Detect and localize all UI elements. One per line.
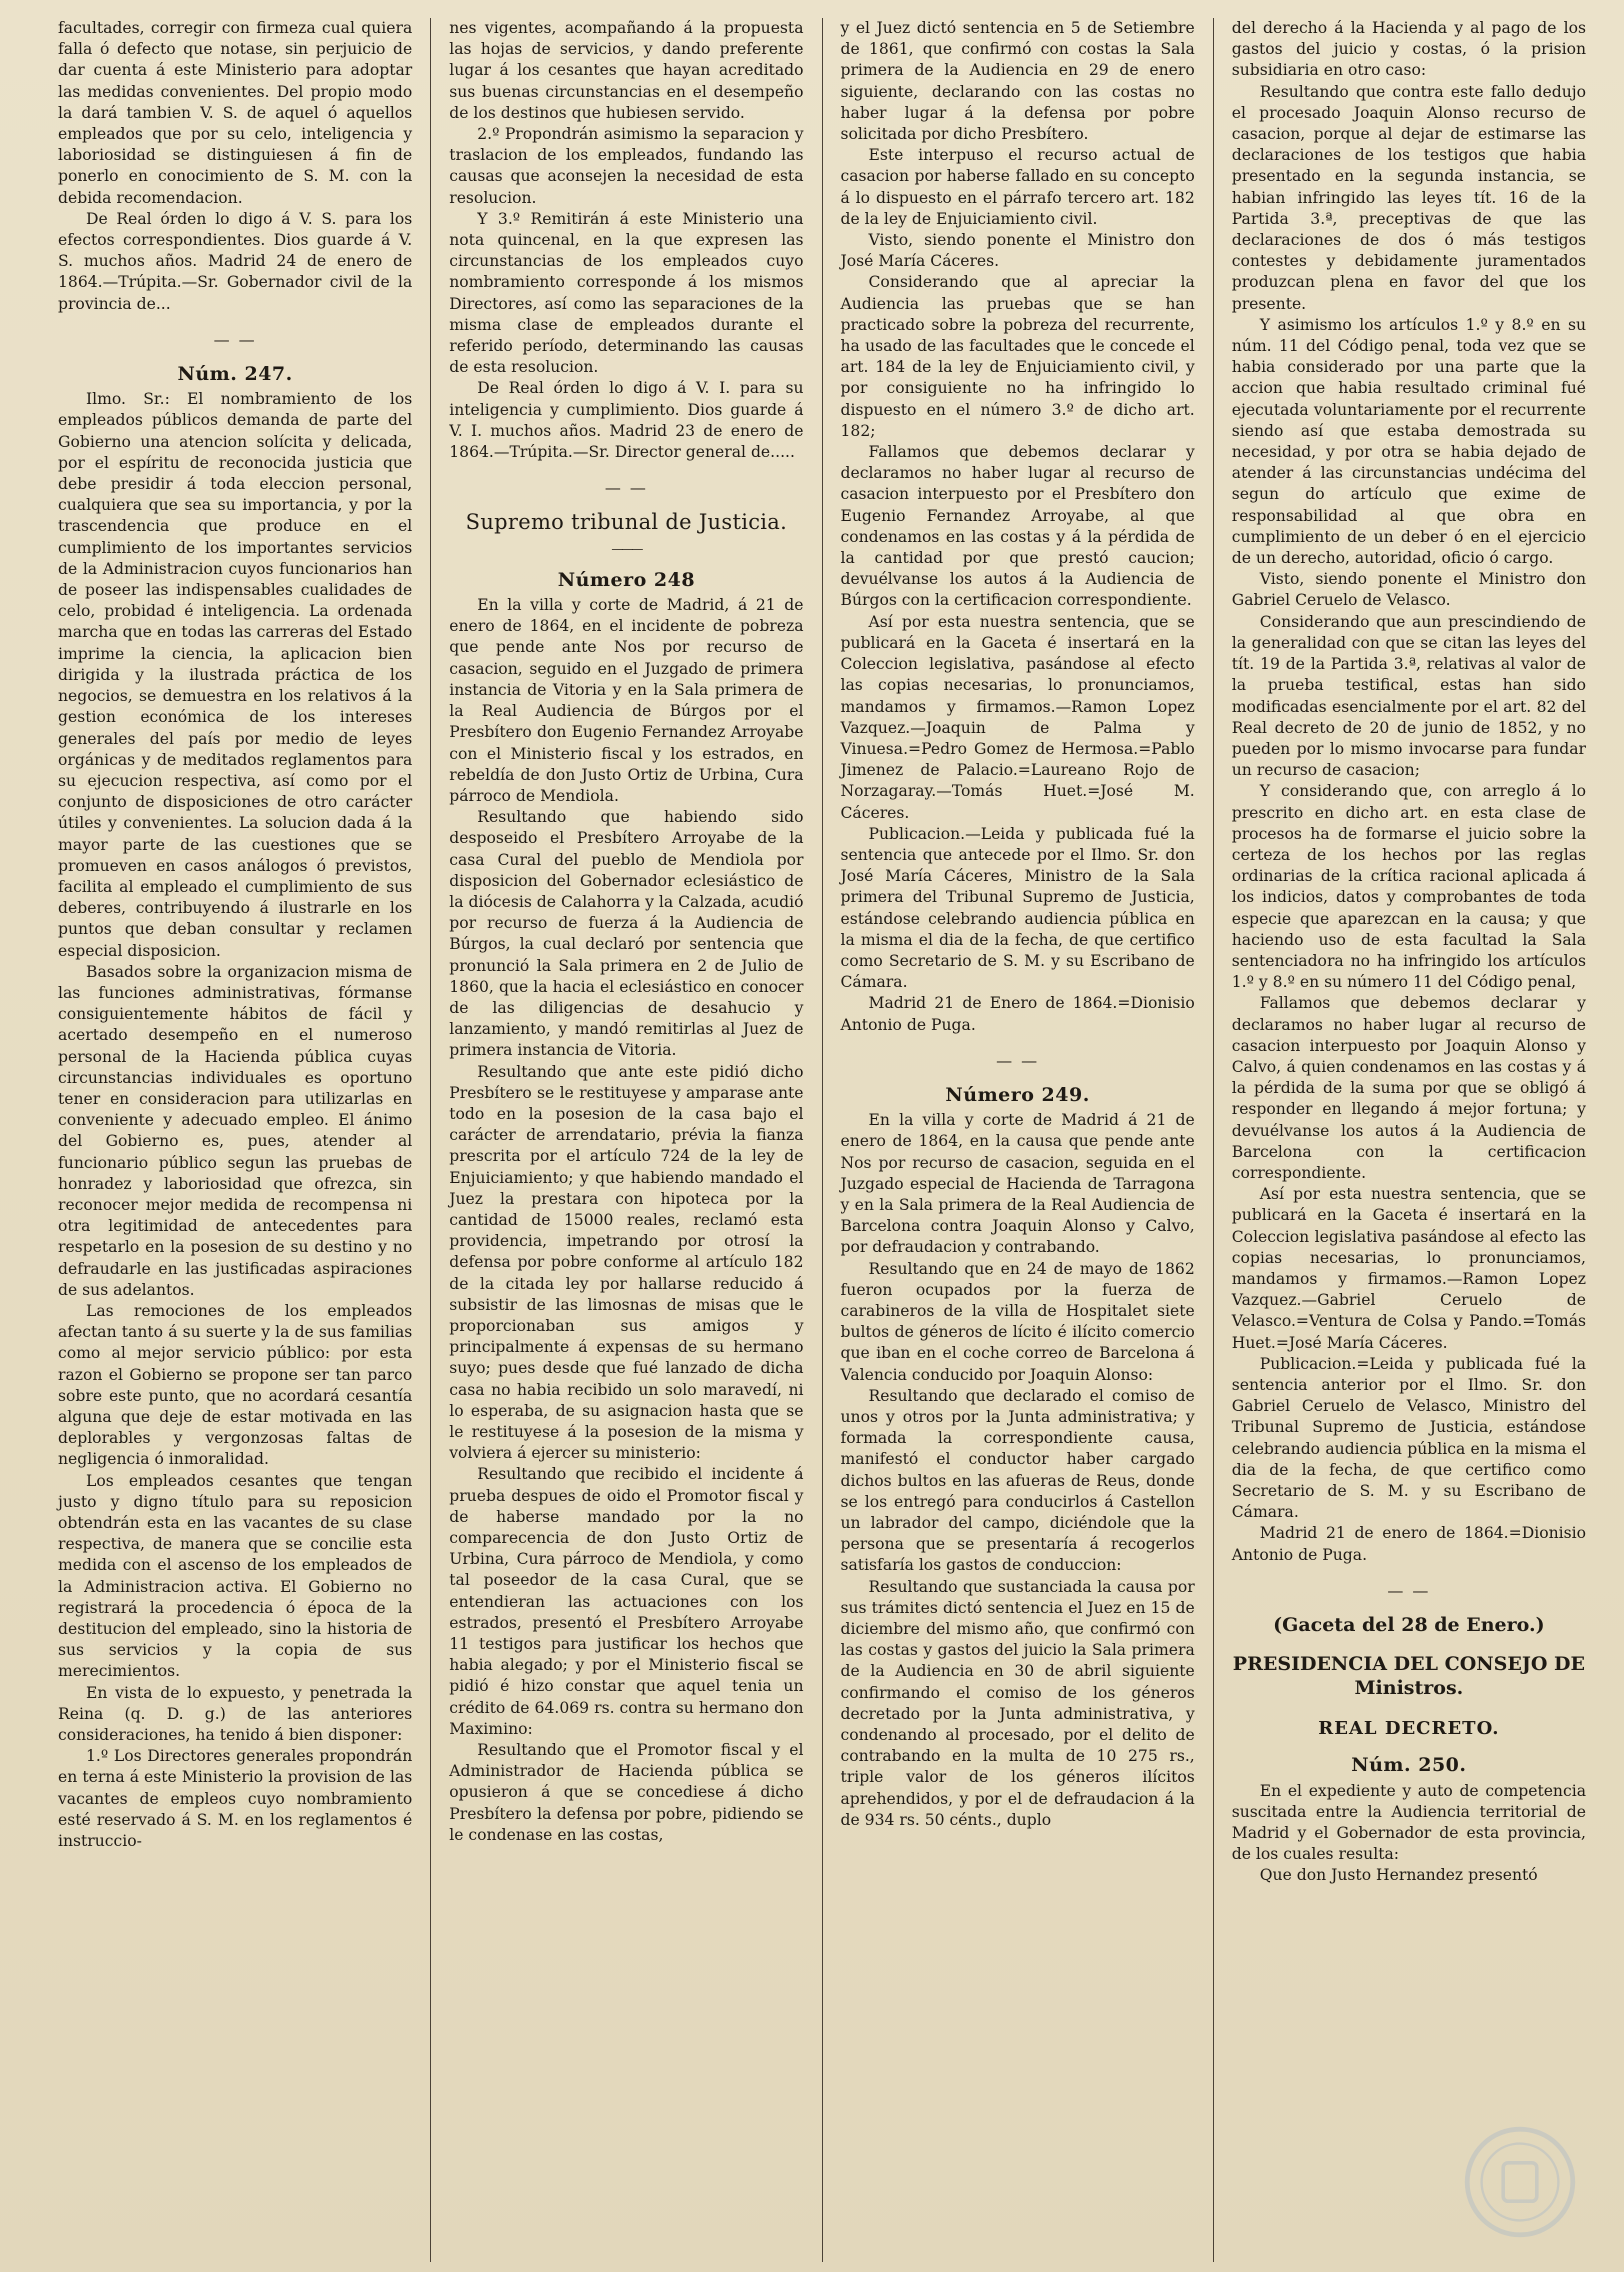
gaceta-date-heading: (Gaceta del 28 de Enero.)	[1273, 1614, 1545, 1637]
paragraph: Visto, siendo ponente el Ministro don José María Cáceres.	[840, 231, 1195, 271]
column-1	[40, 18, 431, 2262]
paragraph: Visto, siendo ponente el Ministro don Gabriel Ceruelo de Velasco.	[1231, 570, 1586, 610]
department-heading: PRESIDENCIA DEL CONSEJO DE Ministros.	[1232, 1653, 1585, 1700]
decree-heading: REAL DECRETO.	[1318, 1718, 1500, 1740]
paragraph: Madrid 21 de Enero de 1864.=Dionisio Antonio de Puga.	[840, 994, 1195, 1034]
paragraph: En el expediente y auto de competencia suscitada entre la Audiencia territorial de Madrid y el Gobernador de esta provincia, de los cuales resulta:	[1231, 1781, 1586, 1864]
paragraph: Resultando que recibido el incidente á prueba despues de oido el Promotor fiscal y de haberse mandado por la no comparecencia de don Justo Ortiz de Urbina, Cura párroco de Mendiola, y como tal poseedor de la casa Cural, que se entendieran las actuaciones con los estrados, presentó el Presbítero Arroyabe 11 testigos para justificar los hechos que habia alegado; y por el Ministerio fiscal se pidió é hizo constar que aquel tenia un crédito de 64.069 rs. contra su hermano don Maximino:	[449, 1465, 804, 1738]
paragraph: De Real órden lo digo á V. I. para su inteligencia y cumplimiento. Dios guarde á V. I. muchos años. Madrid 23 de enero de 1864.—Trúpita.—Sr. Director general de.....	[449, 379, 804, 462]
paragraph: del derecho á la Hacienda y al pago de los gastos del juicio y costas, ó la prision subsidiaria en otro caso:	[1231, 19, 1586, 80]
paragraph: 2.º Propondrán asimismo la separacion y traslacion de los empleados, fundando las causas que aconsejen la necesidad de esta resolucion.	[449, 125, 804, 207]
paragraph: Resultando que el Promotor fiscal y el Administrador de Hacienda pública se opusieron á que se concediese á dicho Presbítero la defensa por pobre, pidiendo se le condenase en las costas,	[449, 1741, 804, 1844]
section-separator	[449, 477, 803, 498]
paragraph: En vista de lo expuesto, y penetrada la Reina (q. D. g.) de las anteriores consideraciones, ha tenido á bien disponer:	[58, 1683, 413, 1745]
item-number-heading: Núm. 250.	[1351, 1754, 1467, 1777]
paragraph: facultades, corregir con firmeza cual quiera falla ó defecto que notase, sin perjuicio de dar cuenta á este Ministerio para adoptar las medidas convenientes. Del propio modo la dará tambien V. S. de aquel ó aquellos empleados que por su celo, inteligencia y laboriosidad se distinguiesen á fin de ponerlo en conocimiento de S. M. con la debida recomendacion.	[58, 19, 413, 207]
item-number-heading: Núm. 247.	[177, 363, 293, 386]
paragraph: Resultando que contra este fallo dedujo el procesado Joaquin Alonso recurso de casacion, porque al dejar de estimarse las declaraciones de los testigos que habia presentado en la segunda instancia, se habian infringido las leyes tít. 16 de la Partida 3.ª, preceptivas de que las declaraciones de dos ó más testigos contestes y debidamente juramentados produzcan plena en favor del que los presente.	[1231, 82, 1586, 313]
paragraph: Y 3.º Remitirán á este Ministerio una nota quincenal, en la que expresen las circunstancias de los empleados cuyo nombramiento corresponde á los mismos Directores, así como las separaciones de la misma clase de empleados durante el referido período, determinando las causas de esta resolucion.	[449, 209, 804, 377]
paragraph: Así por esta nuestra sentencia, que se publicará en la Gaceta é insertará en la Coleccion legislativa, pasándose al efecto las copias necesarias, lo pronunciamos, mandamos y firmamos.—Ramon Lopez Vazquez.—Joaquin de Palma y Vinuesa.=Pedro Gomez de Hermosa.=Pablo Jimenez de Palacio.=Laureano Rojo de Norzagaray.—Tomás Huet.=José M. Cáceres.	[840, 612, 1195, 822]
paragraph: Fallamos que debemos declarar y declaramos no haber lugar al recurso de casacion interpuesto por el Presbítero don Eugenio Fernandez Arroyabe, al que condenamos en las costas y á la pérdida de la cantidad por que prestó caucion; devuélvanse los autos á la Audiencia de Búrgos con la certificacion correspondiente.	[840, 443, 1195, 610]
section-separator	[1232, 1580, 1586, 1601]
paragraph: Basados sobre la organizacion misma de las funciones administrativas, fórmanse consiguientemente hábitos de fácil y acertado desempeño en el numeroso personal de la Hacienda pública cuyas circunstancias individuales es oportuno tener en consideracion para utilizarlas en conveniente y adecuado empleo. El ánimo del Gobierno es, pues, atender al funcionario público segun las pruebas de honradez y laboriosidad que ofrezca, sin reconocer mejor medida de recompensa ni otra legitimidad de antecedentes para respetarlo en la posesion de su destino y no defraudarle en las justificadas aspiraciones de sus adelantos.	[58, 962, 413, 1299]
paragraph: Este interpuso el recurso actual de casacion por haberse fallado en su concepto á lo dispuesto en el párrafo tercero art. 182 de la ley de Enjuiciamiento civil.	[840, 146, 1195, 228]
paragraph: Resultando que en 24 de mayo de 1862 fueron ocupados por la fuerza de carabineros de la villa de Hospitalet siete bultos de géneros de lícito é ilícito comercio que iban en el coche correo de Barcelona á Valencia conducido por Joaquin Alonso:	[840, 1259, 1195, 1384]
library-seal-icon	[1460, 2122, 1580, 2242]
paragraph: Resultando que ante este pidió dicho Presbítero se le restituyese y amparase ante todo en la posesion de la casa bajo el carácter de arrendatario, prévia la fianza prescrita por el artículo 724 de la ley de Enjuiciamiento; y que habiendo mandado el Juez la prestara con hipoteca por la cantidad de 15000 reales, reclamó esta providencia, impetrando por otrosí la defensa por pobre conforme al artículo 182 de la citada ley por hallarse reducido á subsistir de las limosnas de misas que le proporcionaban sus amigos y principalmente á expensas de su hermano suyo; pues desde que fué lanzado de dicha casa no habia recibido un solo maravedí, ni lo esperaba, de su asignacion hasta que se le restituyese á la posesion de la misma y volviera á ejercer su ministerio:	[449, 1062, 804, 1463]
paragraph: Considerando que aun prescindiendo de la generalidad con que se citan las leyes del tít. 19 de la Partida 3.ª, relativas al valor de la prueba testifical, estas han sido modificadas esencialmente por el art. 82 del Real decreto de 20 de junio de 1852, y no pueden por lo mismo invocarse para fundar un recurso de casacion;	[1231, 612, 1586, 780]
paragraph: Resultando que habiendo sido desposeido el Presbítero Arroyabe de la casa Cural del pueblo de Mendiola por disposicion del Gobernador eclesiástico de la diócesis de Calahorra y la Calzada, acudió por recurso de fuerza á la Audiencia de Búrgos, la cual declaró por sentencia que pronunció la Sala primera en 2 de Julio de 1860, que la hacia el eclesiástico en conocer de las diligencias de desahucio y lanzamiento, y mandó remitirlas al Juez de primera instancia de Vitoria.	[449, 808, 804, 1060]
column-2	[431, 18, 822, 2262]
paragraph: Las remociones de los empleados afectan tanto á su suerte y la de sus familias como al mejor servicio público: por esta razon el Gobierno se propone ser tan parco sobre este punto, que no acordará cesantía alguna que deje de estar motivada en las deplorables y vergonzosas faltas de negligencia ó inmoralidad.	[58, 1301, 413, 1469]
paragraph: Considerando que al apreciar la Audiencia las pruebas que se han practicado sobre la pobreza del recurrente, ha usado de las facultades que le concede el art. 184 de la ley de Enjuiciamiento civil, y por consiguiente no ha infringido lo dispuesto en el número 3.º de dicho art. 182;	[840, 273, 1195, 440]
section-separator	[58, 329, 412, 350]
column-3	[823, 18, 1214, 2262]
paragraph: Los empleados cesantes que tengan justo y digno título para su reposicion obtendrán esta en las vacantes de su clase respectiva, de manera que se concilie esta medida con el ascenso de los empleados de la Administracion activa. El Gobierno no registrará la procedencia ó época de la destitucion del empleado, sino la historia de sus servicios y la copia de sus merecimientos.	[58, 1471, 413, 1681]
columns	[40, 18, 1604, 2262]
short-rule	[449, 538, 803, 560]
paragraph: Resultando que declarado el comiso de unos y otros por la Junta administrativa; y formada la correspondiente causa, manifestó el conductor haber cargado dichos bultos en las afueras de Reus, donde se los entregó para conducirlos á Castellon un labrador del campo, diciéndole que la persona que se presentaría á recogerlos satisfaría los gastos de conduccion:	[840, 1386, 1195, 1575]
paragraph: Publicacion.=Leida y publicada fué la sentencia anterior por el Ilmo. Sr. don Gabriel Ceruelo de Velasco, Ministro del Tribunal Supremo de Justicia, estándose celebrando audiencia pública en la misma el dia de la fecha, de que certifico como Secretario de S. M. y su Escribano de Cámara.	[1231, 1354, 1586, 1522]
paragraph: Y considerando que, con arreglo á lo prescrito en dicho art. en esta clase de procesos ha de formarse el juicio sobre la certeza de los hechos por las reglas ordinarias de la crítica racional aplicada á los indicios, datos y comprobantes de toda especie que aparezcan en la causa; y que haciendo uso de esta facultad la Sala sentenciadora no ha infringido los artículos 1.º y 8.º en su número 11 del Código penal,	[1231, 782, 1586, 992]
paragraph: Que don Justo Hernandez presentó	[1259, 1866, 1538, 1885]
section-title: Supremo tribunal de Justicia.	[465, 510, 788, 535]
item-number-heading: Número 249.	[945, 1083, 1090, 1106]
paragraph: Así por esta nuestra sentencia, que se publicará en la Gaceta é insertará en la Coleccion legislativa pasándose al efecto las copias necesarias, lo pronunciamos, mandamos y firmamos.—Ramon Lopez Vazquez.—Gabriel Ceruelo de Velasco.=Ventura de Colsa y Pando.=Tomás Huet.=José María Cáceres.	[1231, 1185, 1586, 1352]
paragraph: Madrid 21 de enero de 1864.=Dionisio Antonio de Puga.	[1231, 1524, 1586, 1564]
paragraph: Y asimismo los artículos 1.º y 8.º en su núm. 11 del Código penal, toda vez que se habia considerado por una parte que la accion que habia resultado criminal fué ejecutada voluntariamente por el recurrente siendo así que estaba demostrada su necesidad, y por otra se habia dejado de atender á las circunstancias undécima del segun do artículo que exime de responsabilidad al que obra en cumplimiento de un deber ó en el ejercicio de un derecho, autoridad, oficio ó cargo.	[1231, 315, 1586, 568]
paragraph: 1.º Los Directores generales propondrán en terna á este Ministerio la provision de las vacantes de empleos cuyo nombramiento esté reservado á S. M. en los reglamentos é instruccio-	[58, 1747, 413, 1851]
paragraph: y el Juez dictó sentencia en 5 de Setiembre de 1861, que confirmó con costas la Sala primera de la Audiencia en 29 de enero siguiente, declarando con las costas no haber lugar á la defensa por pobre solicitada por dicho Presbítero.	[840, 19, 1195, 144]
paragraph: Fallamos que debemos declarar y declaramos no haber lugar al recurso de casacion interpuesto por Joaquin Alonso y Calvo, á quien condenamos en las costas y á la pérdida de la suma por que se obligó á responder en llegando á mejor fortuna; y devuélvanse los autos á la Audiencia de Barcelona con la certificacion correspondiente.	[1231, 994, 1586, 1182]
paragraph: nes vigentes, acompañando á la propuesta las hojas de servicios, y dando preferente lugar á los cesantes que hayan acreditado sus buenas circunstancias en el desempeño de los destinos que hubiesen servido.	[449, 19, 804, 122]
section-separator	[841, 1050, 1195, 1071]
paragraph: Publicacion.—Leida y publicada fué la sentencia que antecede por el Ilmo. Sr. don José María Cáceres, Ministro de la Sala primera del Tribunal Supremo de Justicia, estándose celebrando audiencia pública en la misma el dia de la fecha, de que certifico como Secretario de S. M. y su Escribano de Cámara.	[840, 824, 1195, 992]
paragraph: En la villa y corte de Madrid, á 21 de enero de 1864, en el incidente de pobreza que pende ante Nos por recurso de casacion, seguido en el Juzgado de primera instancia de Vitoria y en la Sala primera de la Real Audiencia de Búrgos por el Presbítero don Eugenio Fernandez Arroyabe con el Ministerio fiscal y los estrados, en rebeldía de don Justo Ortiz de Urbina, Cura párroco de Mendiola.	[449, 596, 804, 805]
paragraph: De Real órden lo digo á V. S. para los efectos correspondientes. Dios guarde á V. S. muchos años. Madrid 24 de enero de 1864.—Trúpita.—Sr. Gobernador civil de la provincia de...	[58, 209, 413, 313]
paragraph: Resultando que sustanciada la causa por sus trámites dictó sentencia el Juez en 15 de diciembre del mismo año, que confirmó con las costas y gastos del juicio la Sala primera de la Audiencia en 30 de abril siguiente confirmando el comiso de los géneros decretado por la Junta administrativa, y condenando al procesado, por el delito de contrabando en la multa de 10 275 rs., triple valor de los géneros ilícitos aprehendidos, y por el de defraudacion á la de 934 rs. 50 cénts., duplo	[840, 1577, 1195, 1829]
paragraph: En la villa y corte de Madrid á 21 de enero de 1864, en la causa que pende ante Nos por recurso de casacion, seguida en el Juzgado especial de Hacienda de Tarragona y en la Sala primera de la Real Audiencia de Barcelona contra Joaquin Alonso y Calvo, por defraudacion y contrabando.	[840, 1111, 1195, 1257]
item-number-heading: Número 248	[557, 568, 696, 591]
paragraph: Ilmo. Sr.: El nombramiento de los empleados públicos demanda de parte del Gobierno una atencion solícita y delicada, por el espíritu de reconocida justicia que debe presidir á toda eleccion personal, cualquiera que sea su importancia, y por la trascendencia que produce en el cumplimiento de los importantes servicios de la Administracion cuyos funcionarios han de poseer las indispensables cualidades de celo, probidad é inteligencia. La ordenada marcha que en todas las carreras del Estado imprime la ciencia, la aplicacion bien dirigida y la ilustrada práctica de los negocios, se demuestra en los relativos á la gestion económica de los intereses generales del país por medio de leyes orgánicas y de meditados reglamentos para su ejecucion respectiva, así como por el conjunto de disposiciones de otro carácter útiles y convenientes. La solucion dada á la mayor parte de las cuestiones que se promueven en casos análogos ó previstos, facilita al empleado el cumplimiento de sus deberes, contribuyendo á ilustrarle en los puntos que deban consultar y reclamen especial disposicion.	[58, 390, 413, 960]
column-4	[1214, 18, 1604, 2262]
